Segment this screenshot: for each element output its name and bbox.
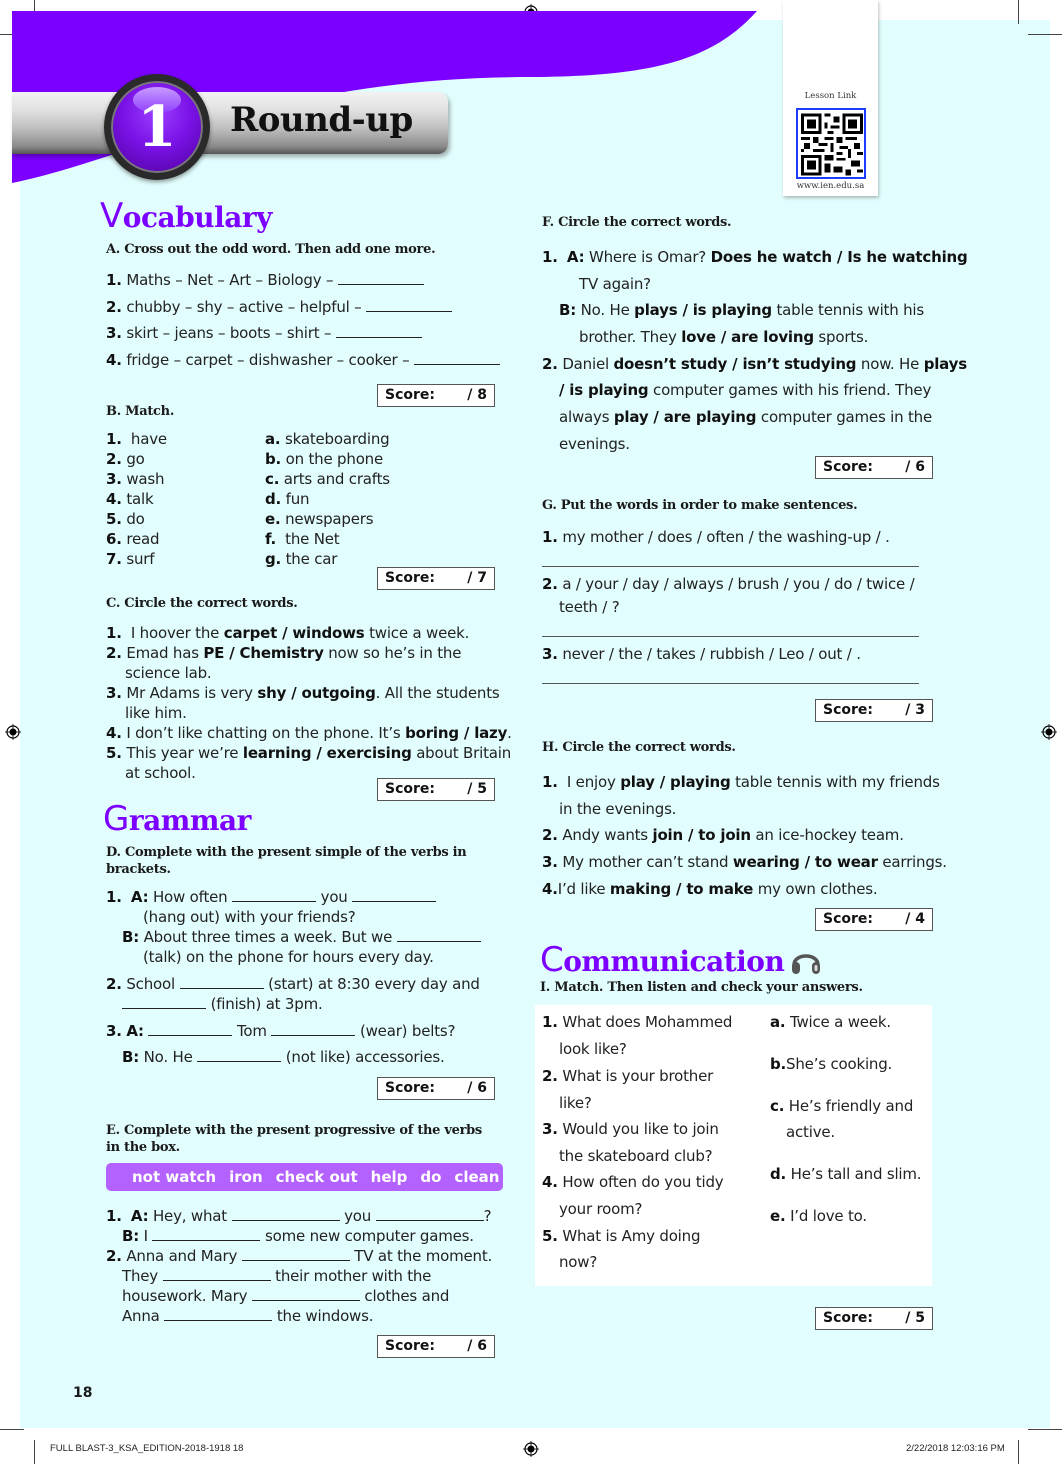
exercise-c-item: 3. Mr Adams is very shy / outgoing. All the students: [106, 684, 500, 702]
choice-text[interactable]: shy / outgoing: [257, 684, 376, 702]
exercise-h-item: 4.I’d like making / to make my own clothes.: [542, 880, 878, 898]
exercise-c-item: 5. This year we’re learning / exercising about Britain: [106, 744, 512, 762]
exercise-f-line: / is playing computer games with his friend. They: [559, 381, 932, 399]
answer-blank[interactable]: [336, 324, 422, 338]
crop-mark: [1018, 0, 1019, 24]
file-info: FULL BLAST-3_KSA_EDITION-2018-1918 18: [50, 1443, 244, 1454]
section-heading-communication: Communication: [540, 940, 785, 980]
word-box: [106, 1163, 503, 1191]
word-box-item: clean: [454, 1168, 500, 1186]
answer-blank[interactable]: [271, 1022, 355, 1036]
answer-item-cont: active.: [786, 1123, 835, 1141]
question-item: 3. Would you like to join: [542, 1120, 719, 1138]
exercise-d-line: 3. A: Tom (wear) belts?: [106, 1022, 456, 1040]
score-box: Score: / 7: [377, 567, 495, 590]
exercise-f-line: always play / are playing computer games in the: [559, 408, 933, 426]
match-right-item: d. fun: [265, 490, 310, 508]
exercise-f-line: brother. They love / are loving sports.: [579, 328, 869, 346]
exercise-b-title: B. Match.: [106, 404, 175, 419]
match-left-item: 3. wash: [106, 470, 165, 488]
answer-line[interactable]: [542, 636, 919, 637]
answer-blank[interactable]: [232, 1207, 340, 1221]
exercise-h-item: 1. I enjoy play / playing table tennis with my friends: [542, 773, 940, 791]
exercise-g-item-cont: teeth / ?: [559, 598, 620, 616]
exercise-d-line: (finish) at 3pm.: [122, 994, 323, 1014]
word-box-item: not watch: [132, 1168, 217, 1186]
crop-mark: [1018, 1440, 1019, 1464]
registration-mark-icon: [1041, 724, 1057, 740]
exercise-g-item: 1. my mother / does / often / the washing-up / .: [542, 528, 890, 546]
match-right-item: f. the Net: [265, 530, 340, 548]
choice-text[interactable]: Does he watch / Is he watching: [710, 248, 968, 266]
crop-mark: [1028, 1429, 1062, 1430]
match-left-item: 1. have: [106, 430, 167, 448]
match-right-item: e. newspapers: [265, 510, 374, 528]
answer-blank[interactable]: [148, 1022, 232, 1036]
score-box: Score: / 5: [815, 1307, 933, 1330]
choice-text[interactable]: join / to join: [652, 826, 751, 844]
answer-item: e. I’d love to.: [770, 1207, 867, 1225]
exercise-d-line: 2. School (start) at 8:30 every day and: [106, 975, 480, 993]
match-left-item: 6. read: [106, 530, 160, 548]
exercise-a-item: 3. skirt – jeans – boots – shirt –: [106, 323, 422, 343]
score-box: Score: / 8: [377, 384, 495, 407]
question-item-cont: like?: [559, 1094, 592, 1112]
choice-text[interactable]: plays / is playing: [634, 301, 772, 319]
crop-mark: [1028, 34, 1062, 35]
choice-text[interactable]: play / playing: [620, 773, 731, 791]
answer-blank[interactable]: [232, 888, 316, 902]
exercise-e-line: housework. Mary clothes and: [122, 1287, 450, 1305]
match-right-item: a. skateboarding: [265, 430, 390, 448]
choice-text[interactable]: plays: [923, 355, 967, 373]
exercise-c-item: 2. Emad has PE / Chemistry now so he’s in the: [106, 644, 462, 662]
choice-text[interactable]: learning / exercising: [242, 744, 412, 762]
exercise-g-item: 2. a / your / day / always / brush / you / do / twice /: [542, 575, 915, 593]
answer-blank[interactable]: [152, 1227, 260, 1241]
question-item-cont: the skateboard club?: [559, 1147, 713, 1165]
exercise-g-title: G. Put the words in order to make sentences.: [542, 498, 858, 513]
exercise-f-line: 2. Daniel doesn’t study / isn’t studying now. He plays: [542, 355, 967, 373]
exercise-c-item-cont: at school.: [125, 764, 196, 782]
print-timestamp: 2/22/2018 12:03:16 PM: [906, 1443, 1005, 1454]
answer-blank[interactable]: [352, 888, 436, 902]
crop-mark: [0, 1429, 24, 1430]
answer-blank[interactable]: [164, 1307, 272, 1321]
score-box: Score: / 3: [815, 699, 933, 722]
match-right-item: c. arts and crafts: [265, 470, 390, 488]
lesson-link-label: Lesson Link: [804, 91, 857, 101]
exercise-e-line: Anna the windows.: [122, 1307, 374, 1325]
exercise-c-item: 4. I don’t like chatting on the phone. It’s boring / lazy.: [106, 724, 512, 742]
exercise-c-item: 1. I hoover the carpet / windows twice a week.: [106, 624, 470, 642]
qr-code-icon[interactable]: [796, 108, 866, 179]
choice-text[interactable]: PE / Chemistry: [203, 644, 324, 662]
answer-blank[interactable]: [242, 1247, 350, 1261]
exercise-e-line: 1. A: Hey, what you ?: [106, 1207, 492, 1225]
answer-item: d. He’s tall and slim.: [770, 1165, 922, 1183]
score-box: Score: / 6: [377, 1077, 495, 1100]
match-left-item: 4. talk: [106, 490, 154, 508]
answer-item: a. Twice a week.: [770, 1013, 891, 1031]
choice-text[interactable]: / is playing: [559, 381, 649, 399]
exercise-e-line: 2. Anna and Mary TV at the moment.: [106, 1247, 493, 1265]
exercise-h-title: H. Circle the correct words.: [542, 740, 736, 755]
exercise-e-line: They their mother with the: [122, 1267, 432, 1285]
question-item: 2. What is your brother: [542, 1067, 714, 1085]
choice-text[interactable]: wearing / to wear: [732, 853, 878, 871]
exercise-d-line: 1. A: How often you: [106, 887, 436, 907]
question-item: 4. How often do you tidy: [542, 1173, 724, 1191]
match-left-item: 7. surf: [106, 550, 155, 568]
exercise-e-title: E. Complete with the present progressive of the verbs in the box.: [106, 1123, 482, 1155]
answer-line[interactable]: [542, 566, 919, 567]
choice-text[interactable]: play / are playing: [613, 408, 757, 426]
choice-text[interactable]: carpet / windows: [223, 624, 365, 642]
answer-blank[interactable]: [197, 1048, 281, 1062]
word-box-item: do: [420, 1168, 442, 1186]
exercise-f-line: B: No. He plays / is playing table tennis with his: [559, 301, 925, 319]
exercise-d-line: B: About three times a week. But we: [122, 927, 481, 947]
registration-mark-icon: [5, 724, 21, 740]
exercise-c-item-cont: science lab.: [125, 664, 212, 682]
answer-item: c. He’s friendly and: [770, 1097, 914, 1115]
answer-line[interactable]: [542, 683, 919, 684]
exercise-f-line: 1. A: Where is Omar? Does he watch / Is he watching: [542, 248, 968, 266]
lesson-link-url[interactable]: www.ien.edu.sa: [796, 181, 865, 191]
exercise-a-item: 2. chubby – shy – active – helpful –: [106, 297, 452, 317]
answer-blank[interactable]: [122, 995, 206, 1009]
exercise-f-title: F. Circle the correct words.: [542, 215, 732, 230]
match-right-item: g. the car: [265, 550, 338, 568]
answer-blank[interactable]: [338, 271, 424, 285]
registration-mark-icon: [523, 1441, 539, 1457]
question-item-cont: your room?: [559, 1200, 643, 1218]
exercise-h-item: 3. My mother can’t stand wearing / to wear earrings.: [542, 853, 947, 871]
unit-number-badge: 1: [104, 74, 210, 180]
match-left-item: 2. go: [106, 450, 145, 468]
section-heading-grammar: Grammar: [103, 799, 251, 839]
word-box-item: iron: [229, 1168, 263, 1186]
page-number: 18: [73, 1385, 93, 1401]
crop-mark: [34, 1440, 35, 1464]
choice-text[interactable]: making / to make: [609, 880, 754, 898]
exercise-f-line: TV again?: [579, 275, 651, 293]
choice-text[interactable]: love / are loving: [681, 328, 814, 346]
exercise-g-item: 3. never / the / takes / rubbish / Leo / out / .: [542, 645, 861, 663]
answer-blank[interactable]: [366, 298, 452, 312]
exercise-a-item: 1. Maths – Net – Art – Biology –: [106, 270, 424, 290]
exercise-d-line: (talk) on the phone for hours every day.: [143, 948, 434, 966]
exercise-c-title: C. Circle the correct words.: [106, 596, 298, 611]
answer-blank[interactable]: [397, 928, 481, 942]
choice-text[interactable]: boring / lazy: [405, 724, 508, 742]
score-box: Score: / 4: [815, 908, 933, 931]
choice-text[interactable]: doesn’t study / isn’t studying: [613, 355, 857, 373]
exercise-f-line: evenings.: [559, 435, 630, 453]
match-right-item: b. on the phone: [265, 450, 384, 468]
answer-blank[interactable]: [163, 1267, 271, 1281]
score-box: Score: / 6: [377, 1335, 495, 1358]
page-title: Round-up: [230, 100, 413, 140]
answer-blank[interactable]: [252, 1287, 360, 1301]
exercise-d-title: D. Complete with the present simple of the verbs in brackets.: [106, 845, 467, 877]
exercise-h-item-cont: in the evenings.: [559, 800, 677, 818]
question-item-cont: now?: [559, 1253, 598, 1271]
score-box: Score: / 6: [815, 456, 933, 479]
section-heading-vocabulary: Vocabulary: [100, 196, 272, 236]
question-item-cont: look like?: [559, 1040, 627, 1058]
exercise-d-line: B: No. He (not like) accessories.: [122, 1048, 445, 1066]
question-item: 1. What does Mohammed: [542, 1013, 733, 1031]
answer-item: b.She’s cooking.: [770, 1055, 893, 1073]
exercise-c-item-cont: like him.: [125, 704, 187, 722]
headphones-icon[interactable]: [790, 945, 822, 977]
word-box-item: help: [370, 1168, 408, 1186]
score-box: Score: / 5: [377, 778, 495, 801]
word-box-item: check out: [275, 1168, 358, 1186]
answer-blank[interactable]: [180, 975, 264, 989]
lesson-link-card[interactable]: [783, 0, 878, 196]
exercise-h-item: 2. Andy wants join / to join an ice-hockey team.: [542, 826, 904, 844]
exercise-e-line: B: I some new computer games.: [122, 1227, 474, 1245]
answer-blank[interactable]: [414, 351, 500, 365]
exercise-d-line: (hang out) with your friends?: [143, 908, 356, 926]
exercise-a-item: 4. fridge – carpet – dishwasher – cooker –: [106, 350, 500, 370]
answer-blank[interactable]: [376, 1207, 484, 1221]
question-item: 5. What is Amy doing: [542, 1227, 701, 1245]
exercise-i-title: I. Match. Then listen and check your answers.: [540, 980, 863, 995]
exercise-a-title: A. Cross out the odd word. Then add one more.: [106, 242, 436, 257]
match-left-item: 5. do: [106, 510, 145, 528]
